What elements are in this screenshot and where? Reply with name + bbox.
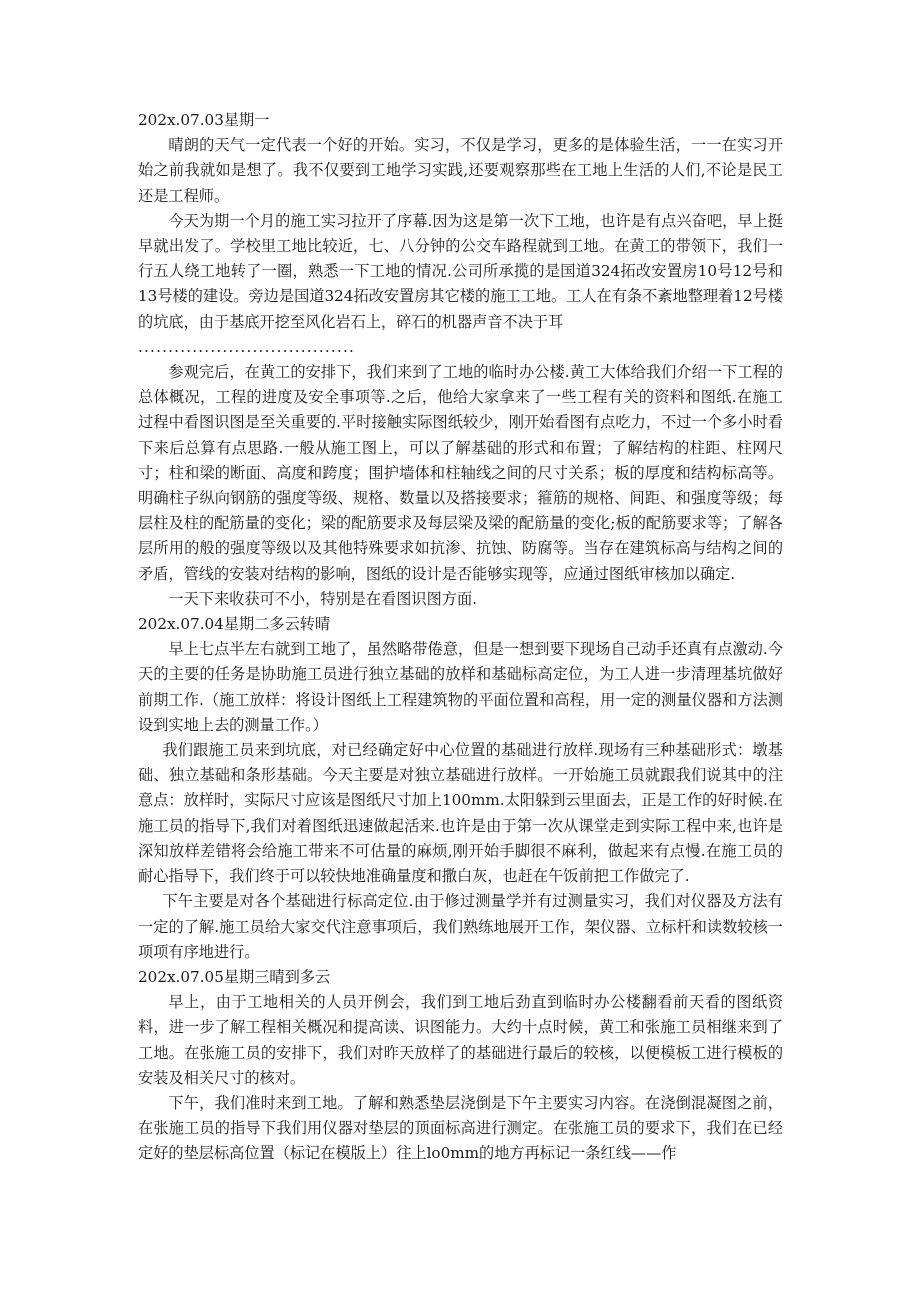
paragraph: 参观完后，在黄工的安排下，我们来到了工地的临时办公楼.黄工大体给我们介绍一下工程的总体概况，工程的进度及安全事项等.之后，他给大家拿来了一些工程有关的资料和图纸.在施工过程中看图识图是至关重要的.平时接触实际图纸较少，刚开始看图有点吃力，不过一个多小时看下来后总算有点思路.一般从施工图上，可以了解基础的形式和布置；了解结构的柱距、柱网尺寸；柱和梁的断面、高度和跨度；围护墙体和柱轴线之间的尺寸关系；板的厚度和结构标高等。明确柱子纵向钢筋的强度等级、规格、数量以及搭接要求；箍筋的规格、间距、和强度等级；每层柱及柱的配筋量的变化；梁的配筋要求及每层梁及梁的配筋量的变化;板的配筋要求等；了解各层所用的般的强度等级以及其他特殊要求如抗渗、抗蚀、防腐等。当存在建筑标高与结构之间的矛盾，管线的安装对结构的影响，图纸的设计是否能够实现等，应通过图纸审核加以确定. — [138, 363, 783, 583]
paragraph: 下午主要是对各个基础进行标高定位.由于修过测量学并有过测量实习，我们对仪器及方法有一定的了解.施工员给大家交代注意事项后，我们熟练地展开工作，架仪器、立标杆和读数较核一项项有序地进行。 — [138, 892, 783, 961]
paragraph: 今天为期一个月的施工实习拉开了序幕.因为这是第一次下工地，也许是有点兴奋吧，早上挺早就出发了。学校里工地比较近，七、八分钟的公交车路程就到工地。在黄工的带领下，我们一行五人绕工地转了一圈，熟悉一下工地的情况.公司所承揽的是国道324拓改安置房10号12号和13号楼的建设。旁边是国道324拓改安置房其它楼的施工工地。工人在有条不紊地整理着12号楼的坑底，由于基底开挖至风化岩石上，碎石的机器声音不决于耳 — [138, 211, 783, 331]
paragraph: 下午，我们准时来到工地。了解和熟悉垫层浇倒是下午主要实习内容。在浇倒混凝图之前，在张施工员的指导下我们用仪器对垫层的顶面标高进行测定。在张施工员的要求下，我们在已经定好的垫层标高位置（标记在模版上）往上lo0mm的地方再标记一条红线——作 — [138, 1093, 783, 1163]
paragraph: 一天下来收获可不小，特别是在看图识图方面. — [168, 589, 477, 608]
paragraph: 早上，由于工地相关的人员开例会，我们到工地后劲直到临时办公楼翻看前天看的图纸资料，进一步了解工程相关概况和提高读、识图能力。大约十点时候，黄工和张施工员相继来到了工地。在张施工员的安排下，我们对昨天放样了的基础进行最后的较核，以便模板工进行模板的安装及相关尺寸的核对。 — [138, 993, 783, 1087]
paragraph: 我们跟施工员来到坑底，对已经确定好中心位置的基础进行放样.现场有三种基础形式：墩基础、独立基础和条形基础。今天主要是对独立基础进行放样。一开始施工员就跟我们说其中的注意点：放样时，实际尺寸应该是图纸尺寸加上100mm.太阳躲到云里面去，正是工作的好时候.在施工员的指导下,我们对着图纸迅速做起活来.也许是由于第一次从课堂走到实际工程中来,也许是深知放样差错将会给施工带来不可估量的麻烦,刚开始手脚很不麻利，做起来有点慢.在施工员的耐心指导下，我们终于可以较快地准确量度和撒白灰，也赶在午饭前把工作做完了. — [138, 741, 783, 886]
entry-date-3: 202x.07.05星期三晴到多云 — [138, 967, 331, 986]
entry-date-1: 202x.07.03星期一 — [138, 111, 270, 129]
paragraph: 早上七点半左右就到工地了，虽然略带倦意，但是一想到要下现场自己动手还真有点激动.今天的主要的任务是协助施工员进行独立基础的放样和基础标高定位，为工人进一步清理基坑做好前期工作.（施工放样：将设计图纸上工程建筑物的平面位置和高程，用一定的测量仪器和方法测设到实地上去的测量工作。） — [138, 640, 783, 734]
ellipsis-line: .................................... — [138, 337, 355, 356]
document-page — [138, 108, 783, 1167]
paragraph: 晴朗的天气一定代表一个好的开始。实习，不仅是学习，更多的是体验生活，一一在实习开始之前我就如是想了。我不仅要到工地学习实践,还要观察那些在工地上生活的人们,不论是民工还是工程师。 — [138, 136, 783, 205]
entry-date-2: 202x.07.04星期二多云转晴 — [138, 615, 331, 634]
